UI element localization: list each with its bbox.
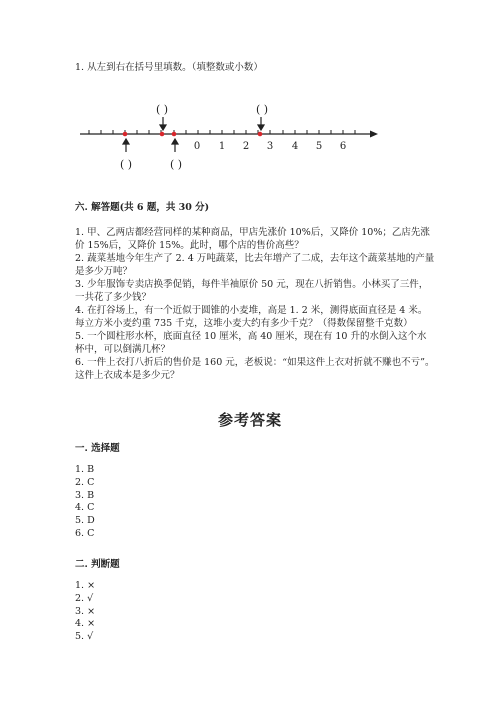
judge-answer: 1. × — [75, 580, 96, 591]
tick-marks — [89, 130, 355, 134]
axis-arrow — [370, 131, 378, 138]
choice-answer: 4. C — [75, 502, 95, 514]
tick-label-2: 2 — [242, 141, 250, 152]
tick-label-5: 5 — [315, 141, 323, 152]
problem-list — [75, 226, 435, 382]
marker-point-d — [258, 132, 263, 137]
problem-item: 2. 蔬菜基地今年生产了 2. 4 万吨蔬菜，比去年增产了二成，去年这个蔬菜基地的产量是多少万吨？ — [75, 253, 435, 277]
judge-answer: 2. √ — [75, 592, 94, 604]
answer-bracket-top-right: ( ) — [255, 103, 269, 116]
answers-title: 参考答案 — [217, 411, 282, 429]
choice-answer-list — [75, 464, 95, 541]
tick-label-4: 4 — [291, 141, 299, 152]
marker-point-c — [172, 132, 177, 137]
judge-answer: 4. × — [75, 618, 96, 630]
problem-item: 1. 甲、乙两店都经营同样的某种商品，甲店先涨价 10%后，又降价 10%；乙店先涨价 15%后，又降价 15%。此时，哪个店的售价高些？ — [75, 227, 430, 251]
tick-label-3: 3 — [266, 141, 274, 152]
problem-item: 3. 少年服饰专卖店换季促销，每件半袖原价 50 元，现在八折销售。小林买了三件，一共花了多少钱？ — [75, 279, 429, 303]
tick-label-1: 1 — [218, 141, 226, 152]
judge-section-title: 二. 判断题 — [75, 559, 120, 570]
choice-answer: 5. D — [75, 515, 95, 527]
judge-answer: 5. √ — [75, 631, 94, 643]
choice-answer: 2. C — [75, 476, 95, 488]
choice-answer: 1. B — [75, 464, 95, 475]
judge-answer-list — [75, 580, 95, 644]
tick-label-6: 6 — [339, 141, 347, 152]
answer-bracket-top-left: ( ) — [155, 103, 169, 116]
choice-answer: 3. B — [75, 489, 95, 501]
choice-answer: 6. C — [75, 527, 95, 539]
marker-point-b — [160, 132, 165, 137]
answer-bracket-bottom-right: ( ) — [169, 158, 183, 171]
choice-section-title: 一. 选择题 — [75, 443, 120, 454]
judge-answer: 3. × — [75, 605, 96, 617]
marker-point-a — [123, 132, 128, 137]
problem-item: 5. 一个圆柱形水杯，底面直径 10 厘米，高 40 厘米，现在有 10 升的水倒入这个水杯中，可以倒满几杯？ — [75, 331, 427, 355]
number-line-diagram — [80, 98, 390, 178]
section-6-title: 六. 解答题(共 6 题，共 30 分) — [75, 202, 210, 213]
answer-bracket-bottom-left: ( ) — [119, 158, 133, 171]
problem-item: 4. 在打谷场上，有一个近似于圆锥的小麦堆，高是 1. 2 米，测得底面直径是 4 米。每立方米小麦约重 735 千克，这堆小麦大约有多少千克？（得数保留整千克数） — [75, 305, 428, 329]
tick-label-0: 0 — [193, 141, 201, 152]
question-1-text: 1. 从左到右在括号里填数。（填整数或小数） — [75, 62, 263, 73]
problem-item: 6. 一件上衣打八折后的售价是 160 元，老板说：“如果这件上衣对折就不赚也不亏”。这件上衣成本是多少元？ — [75, 357, 435, 381]
